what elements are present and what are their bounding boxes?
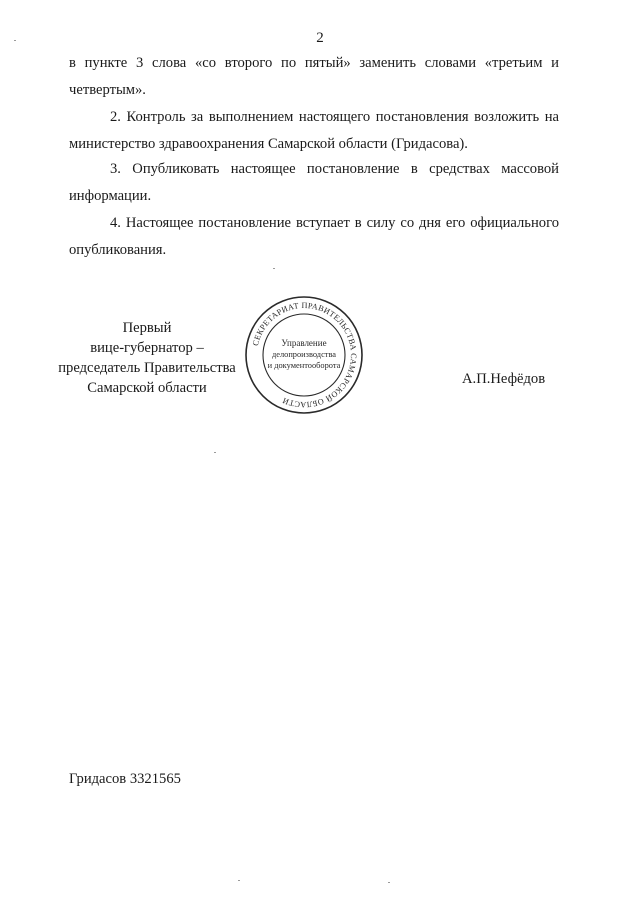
paragraph-3: 3. Опубликовать настоящее постановление в средствах массовой информации. xyxy=(69,161,559,204)
scan-speck xyxy=(214,452,216,453)
signer-name: А.П.Нефёдов xyxy=(462,371,546,387)
official-stamp xyxy=(243,294,365,416)
scan-speck xyxy=(388,882,390,883)
position-line: Самарской области xyxy=(87,380,207,396)
executor-contact: Гридасов 3321565 xyxy=(69,771,181,787)
page-number: 2 xyxy=(316,30,324,46)
stamp-center-line: делопроизводства xyxy=(271,350,337,359)
stamp-ring-text: СЕКРЕТАРИАТ ПРАВИТЕЛЬСТВА САМАРСКОЙ ОБЛАСТИ xyxy=(250,300,359,410)
position-line: вице-губернатор – xyxy=(90,340,204,356)
scan-speck xyxy=(273,268,275,269)
stamp-center-line: Управление xyxy=(281,338,327,348)
signatory-position xyxy=(52,318,242,398)
paragraph-continuation: в пункте 3 слова «со второго по пятый» заменить словами «третьим и четвертым». xyxy=(69,55,559,98)
scan-speck xyxy=(14,40,16,41)
position-line: председатель Правительства xyxy=(58,360,236,376)
scan-speck xyxy=(238,880,240,881)
paragraph-4: 4. Настоящее постановление вступает в силу со дня его официального опубликования. xyxy=(69,215,559,258)
paragraph-2: 2. Контроль за выполнением настоящего постановления возложить на министерство здравоохранения Самарской области (Гридасова). xyxy=(69,109,559,152)
stamp-center-line: и документооборота xyxy=(267,361,341,370)
position-line: Первый xyxy=(122,320,172,336)
